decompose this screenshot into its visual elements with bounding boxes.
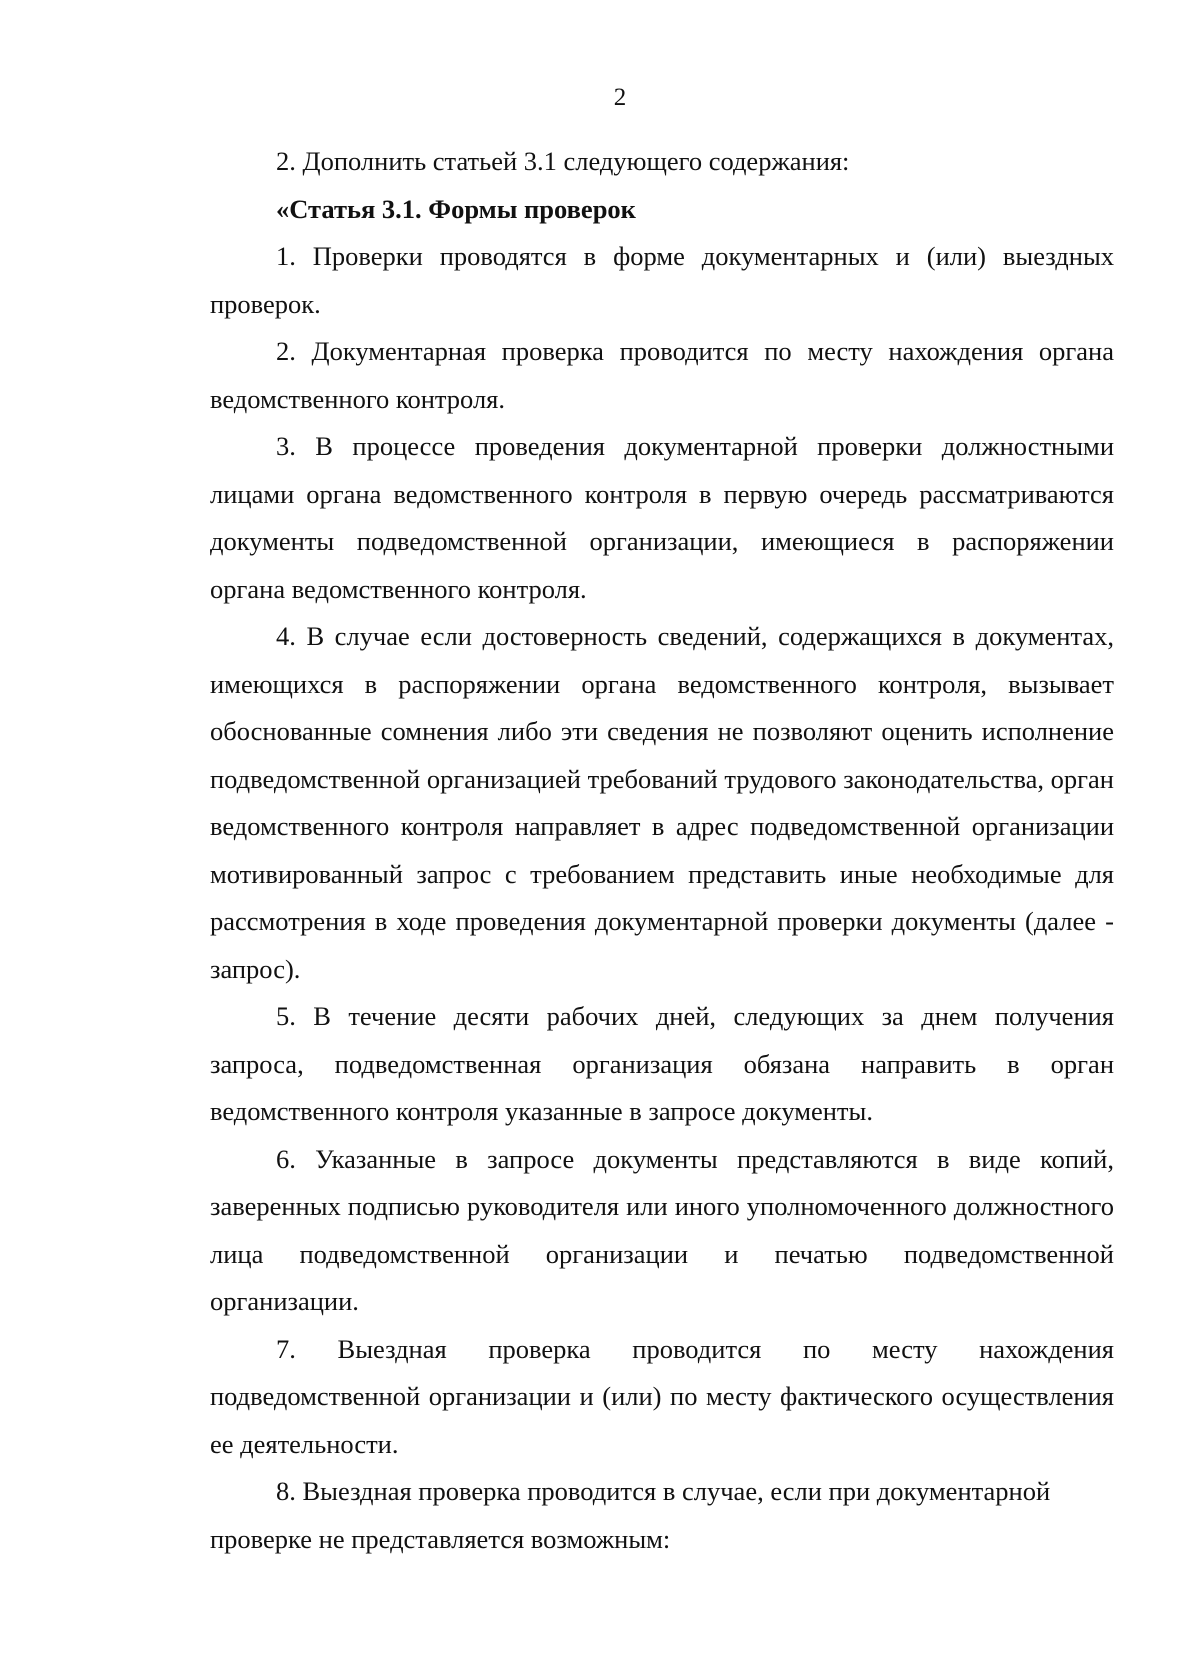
page-number: 2 bbox=[613, 84, 627, 111]
paragraph-5: 5. В течение десяти рабочих дней, следующих за днем получения запроса, подведомственная организация обязана направить в орган ведомственного контроля указанные в запросе документы. bbox=[210, 1001, 1114, 1126]
article-heading: «Статья 3.1. Формы проверок bbox=[276, 193, 636, 224]
paragraph-3: 3. В процессе проведения документарной проверки должностными лицами органа ведомственного контроля в первую очередь рассматриваются документы подведомственной организации, имеющиеся в распоряжении органа ведомственного контроля. bbox=[210, 431, 1114, 604]
paragraph-2: 2. Документарная проверка проводится по месту нахождения органа ведомственного контроля. bbox=[210, 336, 1114, 414]
paragraph-1: 1. Проверки проводятся в форме документарных и (или) выездных проверок. bbox=[210, 241, 1114, 319]
paragraph-8: 8. Выездная проверка проводится в случае, если при документарной проверке не представляется возможным: bbox=[210, 1476, 1051, 1554]
paragraph-4: 4. В случае если достоверность сведений, содержащихся в документах, имеющихся в распоряжении органа ведомственного контроля, вызывает обоснованные сомнения либо эти сведения не позволяют оценить исполнение подведомственной организацией требований трудового законодательства, орган ведомственного контроля направляет в адрес подведомственной организации мотивированный запрос с требованием представить иные необходимые для рассмотрения в ходе проведения документарной проверки документы (далее - запрос). bbox=[210, 621, 1114, 984]
paragraph-amendment: 2. Дополнить статьей 3.1 следующего содержания: bbox=[276, 146, 850, 176]
paragraph-6: 6. Указанные в запросе документы представляются в виде копий, заверенных подписью руководителя или иного уполномоченного должностного лица подведомственной организации и печатью подведомственной организации. bbox=[210, 1143, 1114, 1316]
paragraph-7: 7. Выездная проверка проводится по месту нахождения подведомственной организации и (или) по месту фактического осуществления ее деятельности. bbox=[210, 1333, 1114, 1459]
document-body bbox=[210, 138, 1114, 1563]
